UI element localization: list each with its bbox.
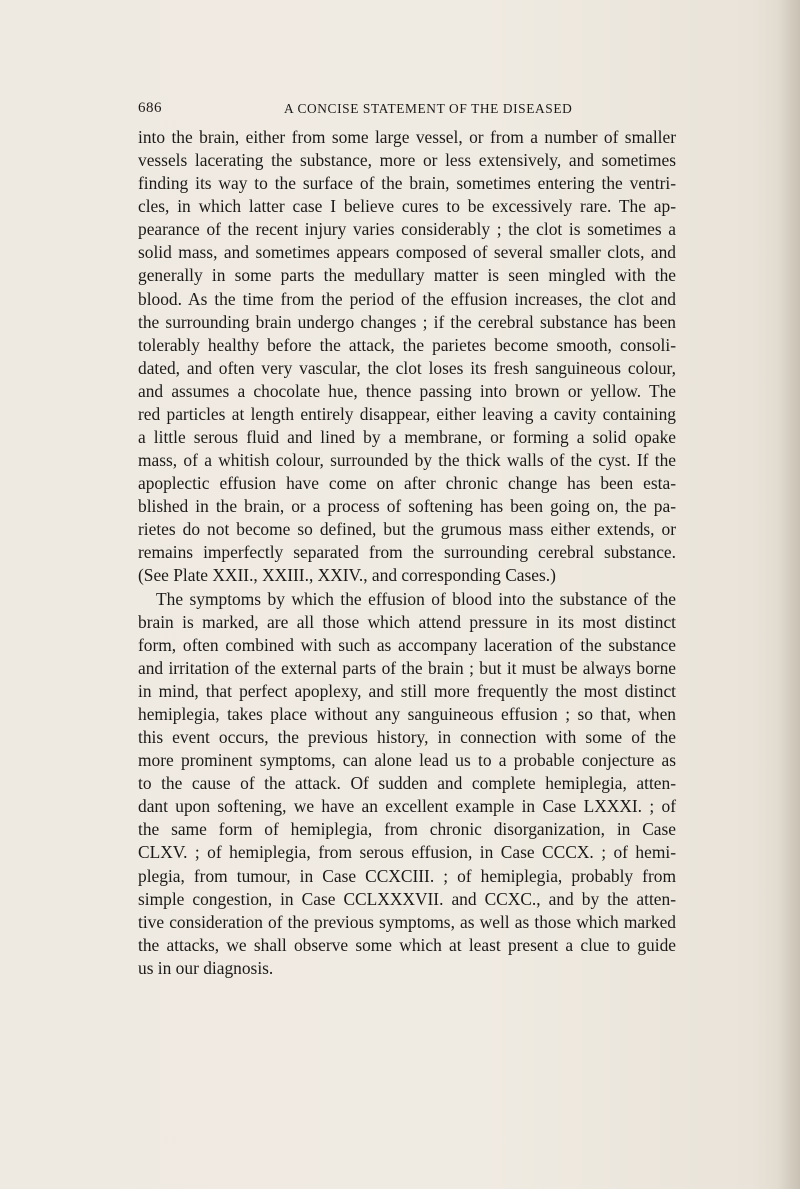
text-line: dant upon softening, we have an excellent example in Case LXXXI. ; of: [138, 796, 676, 817]
text-line: mass, of a whitish colour, surrounded by the thick walls of the cyst. If the: [138, 450, 676, 471]
text-line: remains imperfectly separated from the surrounding cerebral substance.: [138, 542, 676, 563]
text-line: tolerably healthy before the attack, the parietes become smooth, consoli-: [138, 334, 676, 355]
text-line: (See Plate XXII., XXIII., XXIV., and corresponding Cases.): [138, 565, 556, 586]
text-line: vessels lacerating the substance, more or less extensively, and sometimes: [138, 150, 676, 171]
running-head: A CONCISE STATEMENT OF THE DISEASED: [284, 101, 573, 116]
text-line: generally in some parts the medullary matter is seen mingled with the: [138, 265, 676, 286]
text-line: finding its way to the surface of the brain, sometimes entering the ventri-: [138, 173, 676, 194]
text-line: pearance of the recent injury varies considerably ; the clot is sometimes a: [138, 219, 676, 240]
text-line: solid mass, and sometimes appears composed of several smaller clots, and: [138, 242, 676, 263]
text-line: and irritation of the external parts of the brain ; but it must be always borne: [138, 657, 676, 678]
text-line: brain is marked, are all those which attend pressure in its most distinct: [138, 611, 676, 632]
body-text: [138, 126, 676, 980]
text-line: CLXV. ; of hemiplegia, from serous effusion, in Case CCCX. ; of hemi-: [138, 842, 676, 863]
text-line: and assumes a chocolate hue, thence passing into brown or yellow. The: [138, 380, 676, 401]
text-line: into the brain, either from some large vessel, or from a number of smaller: [138, 127, 676, 147]
text-line: cles, in which latter case I believe cures to be excessively rare. The ap-: [138, 196, 676, 217]
text-line: us in our diagnosis.: [138, 957, 274, 978]
text-line: the same form of hemiplegia, from chronic disorganization, in Case: [138, 819, 676, 840]
page-header: [138, 100, 658, 120]
page-number: 686: [138, 100, 162, 116]
text-line: tive consideration of the previous symptoms, as well as those which marked: [138, 911, 676, 932]
text-line: blood. As the time from the period of the effusion increases, the clot and: [138, 288, 676, 309]
text-line: blished in the brain, or a process of softening has been going on, the pa-: [138, 496, 676, 517]
text-line: the attacks, we shall observe some which at least present a clue to guide: [138, 934, 676, 955]
page-gutter-shadow: [778, 0, 800, 1189]
text-line: in mind, that perfect apoplexy, and still more frequently the most distinct: [138, 680, 676, 701]
text-line: form, often combined with such as accompany laceration of the substance: [138, 634, 676, 655]
text-line: this event occurs, the previous history, in connection with some of the: [138, 727, 676, 748]
paragraph-start-line: The symptoms by which the effusion of blood into the substance of the: [156, 588, 676, 609]
text-line: to the cause of the attack. Of sudden and complete hemiplegia, atten-: [138, 773, 676, 794]
text-line: red particles at length entirely disappear, either leaving a cavity containing: [138, 403, 676, 424]
text-line: dated, and often very vascular, the clot loses its fresh sanguineous colour,: [138, 357, 676, 378]
text-line: simple congestion, in Case CCLXXXVII. and CCXC., and by the atten-: [138, 888, 676, 909]
text-line: apoplectic effusion have come on after chronic change has been esta-: [138, 473, 676, 494]
text-line: a little serous fluid and lined by a membrane, or forming a solid opake: [138, 427, 676, 448]
text-line: hemiplegia, takes place without any sanguineous effusion ; so that, when: [138, 703, 676, 724]
text-line: more prominent symptoms, can alone lead us to a probable conjecture as: [138, 750, 676, 771]
text-line: the surrounding brain undergo changes ; if the cerebral substance has been: [138, 311, 676, 332]
text-line: plegia, from tumour, in Case CCXCIII. ; of hemiplegia, probably from: [138, 865, 676, 886]
text-line: rietes do not become so defined, but the grumous mass either extends, or: [138, 519, 676, 540]
